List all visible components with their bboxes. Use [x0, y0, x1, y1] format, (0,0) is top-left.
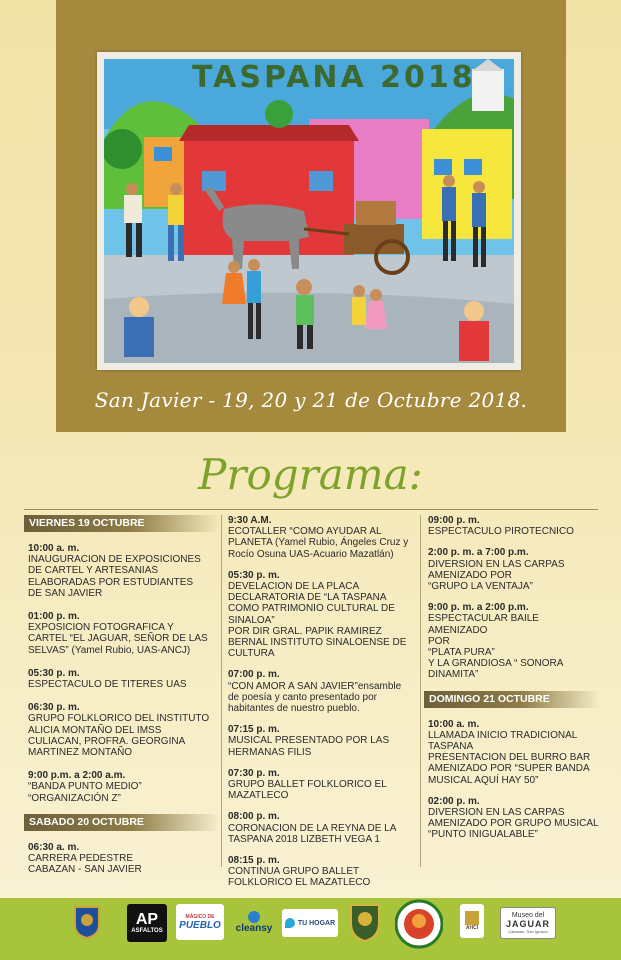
event-list-viernes [24, 543, 220, 804]
asfaltos-mark: AP [135, 911, 159, 928]
event-time: 10:00 a. m. [28, 543, 80, 554]
event-time: 2:00 p. m. a 7:00 p.m. [428, 547, 529, 559]
cleansy-label: cleansy [235, 922, 273, 934]
event-description: LLAMADA INICIO TRADICIONAL TASPANA PRESENTACION DEL BURRO BAR AMENIZADO POR “SUPER BANDA MUSICAL AQUÍ HAY 50” [428, 729, 591, 786]
event-description: GRUPO FOLKLORICO DEL INSTITUTO ALICIA MONTAÑO DEL IMSS CULIACAN, PROFRA. GEORGINA MARTINEZ MONTAÑO [28, 713, 210, 759]
program-event [24, 770, 220, 804]
shield-crest-logo [345, 900, 385, 944]
program-column-1 [24, 515, 220, 887]
program-event [424, 719, 600, 786]
event-description: ESPECTACULAR BAILE AMENIZADO POR “PLATA PURA” Y LA GRANDIOSA “ SONORA DINAMITA” [428, 613, 564, 681]
event-time: 9:00 p.m. a 2:00 a.m. [28, 770, 126, 782]
day-header-domingo: DOMINGO 21 OCTUBRE [424, 691, 600, 708]
event-description: “BANDA PUNTO MEDIO” “ORGANIZACIÓN Z” [28, 781, 142, 804]
event-time: 06:30 p. m. [28, 702, 80, 714]
event-description: CORONACION DE LA REYNA DE LA TASPANA 2018 LIZBETH VEGA 1 [228, 822, 397, 845]
event-description: CONTINUA GRUPO BALLET FOLKLORICO EL MAZATLECO [228, 866, 371, 889]
painting-illustration [104, 59, 514, 363]
event-list-sabado-night [424, 515, 600, 681]
tu-hogar-logo [282, 909, 338, 937]
event-description: DIVERSION EN LAS CARPAS AMENIZADO POR GRUPO MUSICAL “PUNTO INIGUALABLE” [428, 807, 599, 841]
event-date: San Javier - 19, 20 y 21 de Octubre 2018. [94, 388, 528, 412]
event-description: INAUGURACION DE EXPOSICIONES DE CARTEL Y ARTESANIAS ELABORADAS POR ESTUDIANTES DE SAN JAVIER [28, 554, 201, 599]
museo-label-2: JAGUAR [505, 919, 550, 929]
program-event [224, 768, 418, 802]
painting-title: TASPANA 2018 [192, 60, 476, 95]
pueblo-magico-logo [176, 904, 224, 940]
event-description: EXPOSICION FOTOGRAFICA Y CARTEL “EL JAGUAR, SEÑOR DE LAS SELVAS” (Yamel Rubio, UAS-ANCJ) [28, 622, 208, 656]
museo-label-1: Museo del [511, 912, 545, 919]
event-time: 05:30 p. m. [228, 569, 280, 581]
event-description: DEVELACION DE LA PLACA DECLARATORIA DE “LA TASPANA COMO PATRIMONIO CULTURAL DE SINALOA” POR DIR GRAL. PAPIK RAMIREZ BERNAL INSTITUTO SINALOENSE DE CULTURA [228, 581, 407, 660]
column-separator [420, 515, 421, 867]
cleansy-logo [232, 904, 276, 940]
taspana-painting [97, 52, 521, 370]
program-event [224, 811, 418, 845]
museo-label-3: Cabazan, San Ignacio [508, 929, 548, 934]
event-time: 07:15 p. m. [228, 724, 280, 736]
program-event [224, 669, 418, 714]
event-time: 01:00 p. m. [28, 611, 80, 623]
ahci-label: AHCI [465, 925, 479, 931]
program-event [224, 570, 418, 660]
museo-jaguar-logo [500, 907, 556, 939]
program-event [224, 515, 418, 560]
event-time: 05:30 p. m. [28, 667, 80, 679]
program-event [24, 842, 220, 876]
event-description: MUSICAL PRESENTADO POR LAS HERMANAS FILIS [228, 735, 390, 758]
ahci-emblem-icon [465, 911, 479, 925]
ahci-logo [460, 904, 484, 938]
event-description: ESPECTACULO DE TITERES UAS [28, 679, 187, 691]
event-time: 08:00 p. m. [228, 811, 280, 823]
event-description: CARRERA PEDESTRE CABAZAN - SAN JAVIER [28, 853, 142, 876]
event-time: 9:30 A.M. [228, 515, 272, 526]
event-description: DIVERSION EN LAS CARPAS AMENIZADO POR “GRUPO LA VENTAJA” [428, 558, 565, 593]
event-time: 9:00 p. m. a 2:00 p.m. [428, 602, 529, 614]
program-event [224, 724, 418, 758]
program-event [24, 543, 220, 599]
program-event [24, 702, 220, 758]
event-time: 07:30 p. m. [228, 767, 280, 779]
event-description: ESPECTACULO PIROTECNICO [428, 526, 574, 538]
program-event [24, 668, 220, 690]
event-time: 10:00 a. m. [428, 718, 480, 730]
map-pin-icon [285, 918, 295, 928]
program-event [24, 611, 220, 656]
event-time: 07:00 p. m. [228, 669, 280, 681]
pueblo-subtitle: MÁGICO DE [185, 913, 215, 920]
program-event [424, 602, 600, 680]
event-time: 08:15 p. m. [228, 855, 280, 867]
tu-hogar-label: TU HOGAR [297, 919, 336, 927]
asfaltos-label: ASFALTOS [131, 928, 163, 934]
event-description: “CON AMOR A SAN JAVIER”ensamble de poesía y canto presentado por habitantes de nuestro pueblo. [228, 680, 402, 715]
day-header-sabado: SABADO 20 OCTUBRE [24, 814, 220, 831]
divider [24, 509, 598, 510]
jaguar-festival-logo [395, 899, 443, 949]
column-separator [221, 515, 222, 867]
event-description: GRUPO BALLET FOLKLORICO EL MAZATLECO [228, 779, 387, 802]
pueblo-label: PUEBLO [179, 919, 221, 931]
municipal-seal-logo [72, 904, 102, 940]
program-column-2 [224, 515, 418, 899]
programa-title: Programa: [198, 450, 423, 499]
asfaltos-logo [127, 904, 167, 942]
program-event [424, 515, 600, 537]
program-event [424, 796, 600, 841]
event-list-sabado-morning [24, 842, 220, 876]
day-header-viernes: VIERNES 19 OCTUBRE [24, 515, 220, 532]
program-column-3 [424, 515, 600, 851]
event-time: 06:30 a. m. [28, 841, 80, 853]
event-list-sabado-day [224, 515, 418, 889]
program-event [424, 547, 600, 592]
event-description: ECOTALLER “COMO AYUDAR AL PLANETA (Yamel Rubio, Ángeles Cruz y Rocío Osuna UAS-Acuario Mazatlán) [228, 526, 409, 560]
program-event [224, 855, 418, 889]
cleansy-drop-icon [248, 911, 260, 923]
event-list-domingo [424, 719, 600, 841]
event-time: 09:00 p. m. [428, 515, 480, 526]
event-time: 02:00 p. m. [428, 795, 480, 807]
